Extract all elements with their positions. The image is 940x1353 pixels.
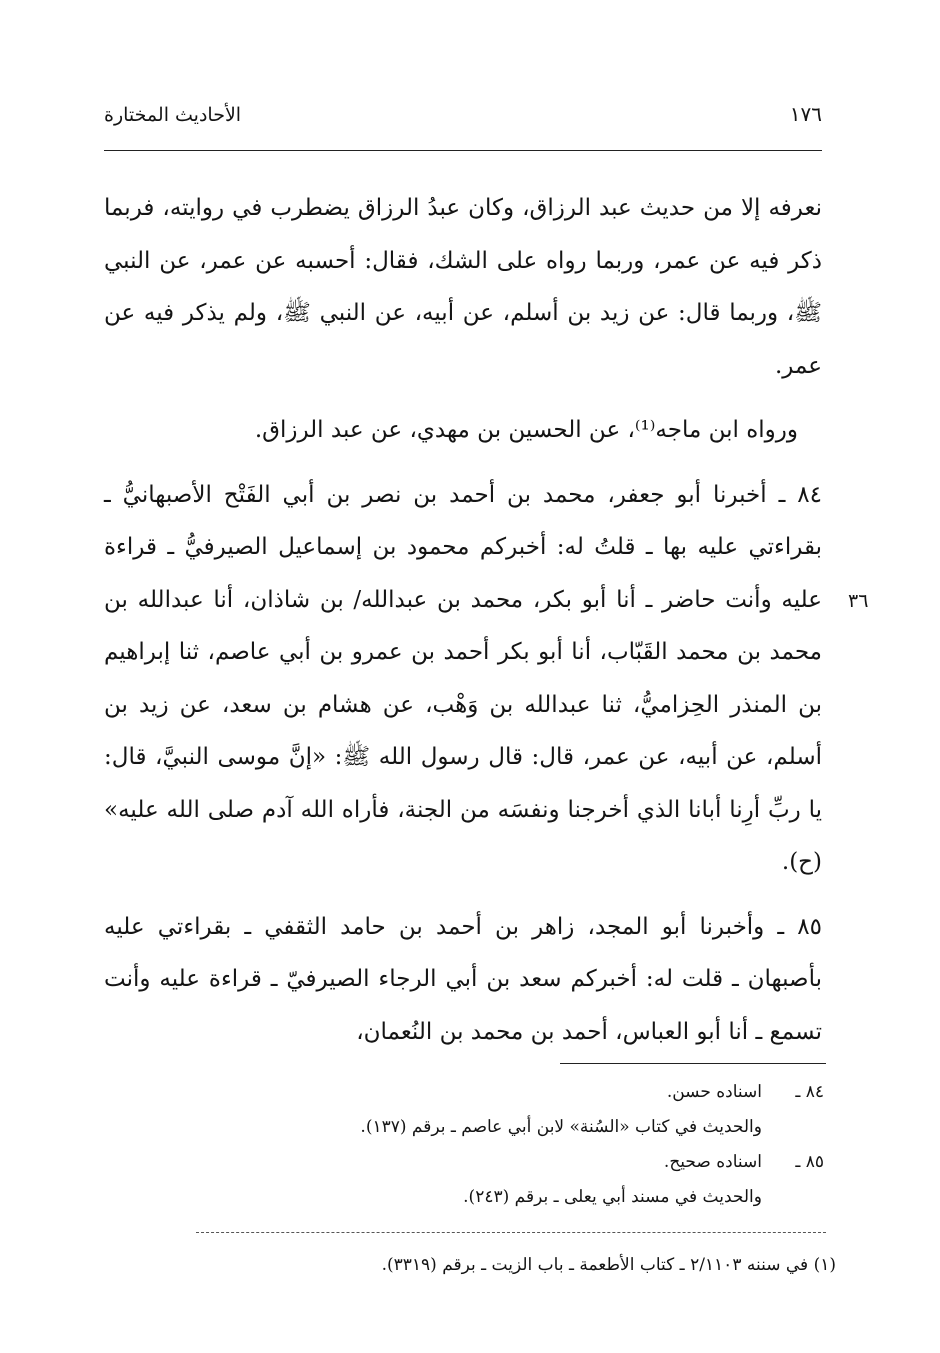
page-number: ١٧٦ [789, 102, 822, 126]
footnote-separator [196, 1232, 826, 1233]
footnote-text: والحديث في كتاب «السُنة» لابن أبي عاصم ـ برقم (١٣٧). [360, 1117, 762, 1137]
footnote-text: والحديث في مسند أبي يعلى ـ برقم (٢٤٣). [463, 1187, 762, 1207]
footnote-row [174, 1075, 824, 1110]
footnote-text: اسناده صحيح. [663, 1152, 762, 1172]
main-text [104, 182, 822, 1070]
paragraph-2: ورواه ابن ماجه⁽¹⁾، عن الحسين بن مهدي، عن عبد الرزاق. [254, 417, 798, 443]
header-rule [104, 150, 822, 151]
page-header [104, 96, 822, 136]
footnote-row [174, 1110, 824, 1145]
paragraph-hadith-84: ٨٤ ـ أخبرنا أبو جعفر، محمد بن أحمد بن نصر بن أبي الفَتْح الأصبهانيُّ ـ بقراءتي عليه بها ـ قلتُ له: أخبركم محمود بن إسماعيل الصيرفيُّ ـ قراءة عليه وأنت حاضر ـ أنا أبو بكر، محمد بن عبدالله/ بن شاذان، أنا عبدالله بن محمد بن محمد القَبّاب، أنا أبو بكر أحمد بن عمرو بن أبي عاصم، ثنا إبراهيم بن المنذر الحِزاميُّ، ثنا عبدالله بن وَهْب، عن هشام بن سعد، عن زيد بن أسلم، عن أبيه، عن عمر، قال: قال رسول الله ﷺ: «إنَّ موسى النبيَّ، قال: يا ربِّ أرِنا أبانا الذي أخرجنا ونفسَه من الجنة، فأراه الله آدم صلى الله عليه» (ح). [104, 481, 822, 875]
margin-page-marker: ٣٦ [848, 590, 869, 612]
footnote-number: ٨٤ ـ [795, 1082, 824, 1102]
footnote-row [174, 1180, 824, 1215]
running-title: الأحاديث المختارة [104, 104, 242, 126]
footnotes [174, 1075, 824, 1215]
paragraph-1: نعرفه إلا من حديث عبد الرزاق، وكان عبدُ الرزاق يضطرب في روايته، فربما ذكر فيه عن عمر، وربما رواه على الشك، فقال: أحسبه عن عمر، عن النبي ﷺ، وربما قال: عن زيد بن أسلم، عن أبيه، عن النبي ﷺ، ولم يذكر فيه عن عمر. [104, 195, 822, 379]
footnote-text: اسناده حسن. [666, 1082, 762, 1102]
paragraph-hadith-85: ٨٥ ـ وأخبرنا أبو المجد، زاهر بن أحمد بن حامد الثقفي ـ بقراءتي عليه بأصبهان ـ قلت له: أخبركم سعد بن أبي الرجاء الصيرفيّ ـ قراءة عليه وأنت تسمع ـ أنا أبو العباس، أحمد بن محمد بن النُعمان، [104, 913, 822, 1045]
footnote-rule [560, 1063, 826, 1064]
footnote-row [174, 1145, 824, 1180]
bottom-footnote: (١) في سننه ٢/١١٠٣ ـ كتاب الأطعمة ـ باب الزيت ـ برقم (٣٣١٩). [381, 1255, 836, 1275]
footnote-number: ٨٥ ـ [795, 1152, 824, 1172]
